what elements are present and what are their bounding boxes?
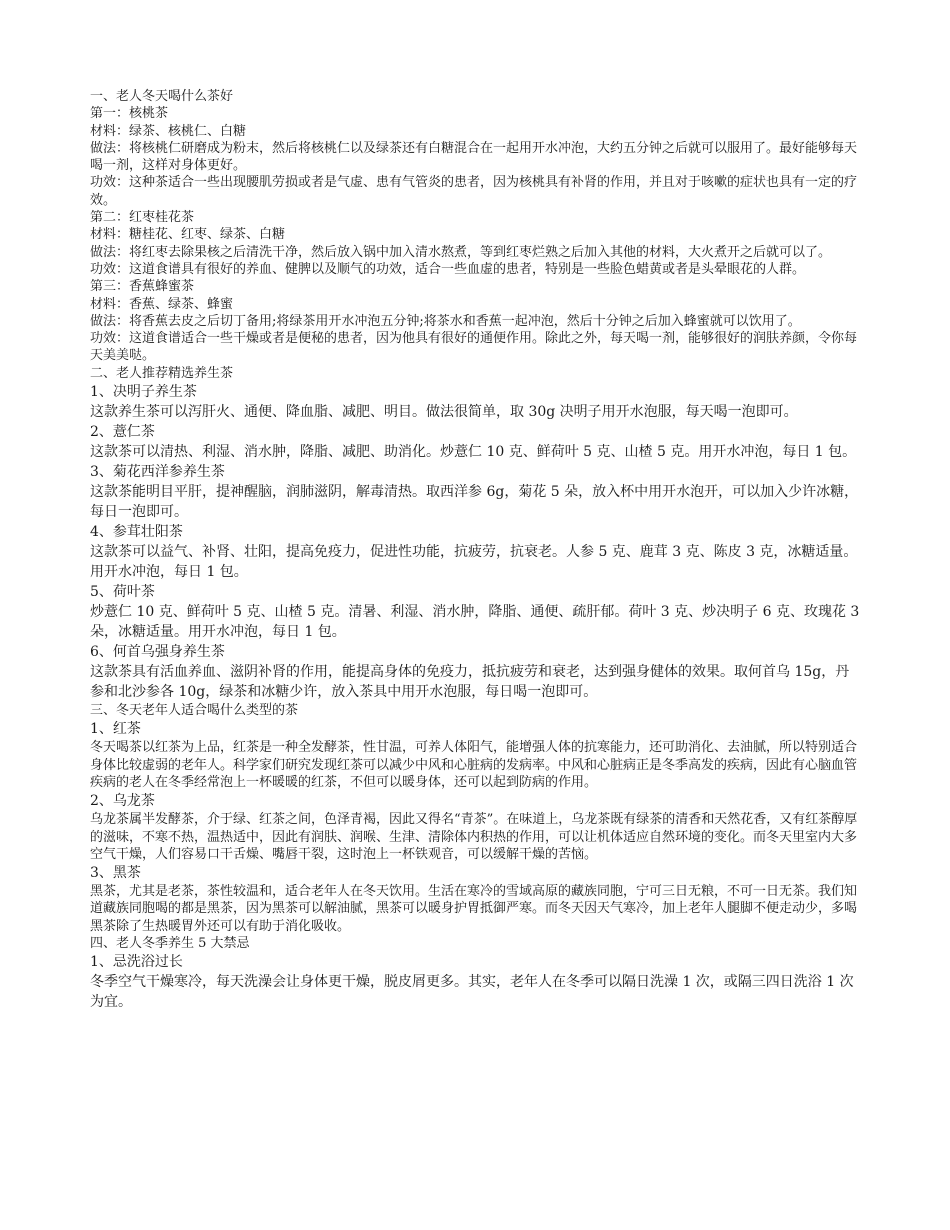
text-line: 5、荷叶茶	[90, 584, 155, 601]
text-line: 功效：这道食谱适合一些干燥或者是便秘的患者，因为他具有很好的通便作用。除此之外，每天喝一剂，能够很好的润肤养颜，令你每天美美哒。	[90, 331, 858, 364]
text-line: 这款茶能明目平肝，提神醒脑，润肺滋阴，解毒清热。取西洋参 6g，菊花 5 朵，放入杯中用开水泡开，可以加入少许冰糖，每日一泡即可。	[90, 484, 859, 521]
text-line: 第一：核桃茶	[90, 106, 169, 122]
text-line: 炒薏仁 10 克、鲜荷叶 5 克、山楂 5 克。清暑、利湿、消水肿，降脂、通便、疏肝郁。荷叶 3 克、炒决明子 6 克、玫瑰花 3 朵，冰糖适量。用开水冲泡，每日 1 包。	[90, 604, 860, 641]
text-line: 冬天喝茶以红茶为上品，红茶是一种全发酵茶，性甘温，可养人体阳气，能增强人体的抗寒能力，还可助消化、去油腻，所以特别适合身体比较虚弱的老年人。科学家们研究发现红茶可以减少中风和心脏病的发病率。中风和心脏病正是冬季高发的疾病，因此有心脑血管疾病的老人在冬季经常泡上一杯暖暖的红茶，不但可以暖身体，还可以起到防病的作用。	[90, 740, 858, 790]
text-line: 黑茶，尤其是老茶，茶性较温和，适合老年人在冬天饮用。生活在寒冷的雪域高原的藏族同胞，宁可三日无粮，不可一日无茶。我们知道藏族同胞喝的都是黑茶，因为黑茶可以解油腻，黑茶可以暖身护胃抵御严寒。而冬天因天气寒冷，加上老年人腿脚不便走动少，多喝黑茶除了生热暖胃外还可以有助于消化吸收。	[90, 884, 858, 934]
text-line: 1、忌洗浴过长	[90, 954, 183, 971]
text-line: 功效：这道食谱具有很好的养血、健脾以及顺气的功效，适合一些血虚的患者，特别是一些脸色蜡黄或者是头晕眼花的人群。	[90, 261, 806, 277]
text-line: 这款茶可以益气、补肾、壮阳，提高免疫力，促进性功能，抗疲劳，抗衰老。人参 5 克、鹿茸 3 克、陈皮 3 克，冰糖适量。用开水冲泡，每日 1 包。	[90, 544, 858, 581]
text-line: 做法：将香蕉去皮之后切丁备用;将绿茶用开水冲泡五分钟;将茶水和香蕉一起冲泡，然后十分钟之后加入蜂蜜就可以饮用了。	[90, 313, 801, 329]
text-line: 乌龙茶属半发酵茶，介于绿、红茶之间，色泽青褐，因此又得名“青茶”。在味道上，乌龙茶既有绿茶的清香和天然花香，又有红茶醇厚的滋味，不寒不热，温热适中，因此有润肤、润喉、生津、清除体内积热的作用，可以让机体适应自然环境的变化。而冬天里室内大多空气干燥，人们容易口干舌燥、嘴唇干裂，这时泡上一杯铁观音，可以缓解干燥的苦恼。	[90, 812, 858, 862]
text-line: 三、冬天老年人适合喝什么类型的茶	[90, 703, 299, 719]
text-line: 四、老人冬季养生 5 大禁忌	[90, 936, 250, 952]
text-line: 2、乌龙茶	[90, 793, 155, 810]
text-line: 做法：将红枣去除果核之后清洗干净，然后放入锅中加入清水熬煮，等到红枣烂熟之后加入其他的材料，大火煮开之后就可以了。	[90, 244, 832, 260]
text-line: 材料：香蕉、绿茶、蜂蜜	[90, 296, 234, 312]
text-line: 3、黑茶	[90, 865, 141, 882]
text-line: 二、老人推荐精选养生茶	[90, 365, 234, 381]
text-line: 材料：绿茶、核桃仁、白糖	[90, 123, 247, 139]
text-line: 6、何首乌强身养生茶	[90, 644, 225, 661]
text-line: 冬季空气干燥寒冷，每天洗澡会让身体更干燥，脱皮屑更多。其实，老年人在冬季可以隔日洗澡 1 次，或隔三四日洗浴 1 次为宜。	[90, 974, 854, 1011]
document-body	[90, 88, 862, 1012]
text-line: 1、红茶	[90, 721, 141, 738]
text-line: 这款茶可以清热、利湿、消水肿，降脂、减肥、助消化。炒薏仁 10 克、鲜荷叶 5 克、山楂 5 克。用开水冲泡，每日 1 包。	[90, 444, 857, 461]
text-line: 4、参茸壮阳茶	[90, 524, 183, 541]
text-line: 一、老人冬天喝什么茶好	[90, 89, 234, 104]
text-line: 2、薏仁茶	[90, 424, 155, 441]
text-line: 这款养生茶可以泻肝火、通便、降血脂、减肥、明目。做法很简单，取 30g 决明子用开水泡服，每天喝一泡即可。	[90, 404, 798, 421]
text-line: 第二：红枣桂花茶	[90, 210, 195, 226]
text-line: 做法：将核桃仁研磨成为粉末，然后将核桃仁以及绿茶还有白糖混合在一起用开水冲泡，大约五分钟之后就可以服用了。最好能够每天喝一剂，这样对身体更好。	[90, 140, 858, 174]
text-line: 功效：这种茶适合一些出现腰肌劳损或者是气虚、患有气管炎的患者，因为核桃具有补肾的作用，并且对于咳嗽的症状也具有一定的疗效。	[90, 175, 858, 208]
text-line: 材料：糖桂花、红枣、绿茶、白糖	[90, 227, 286, 243]
text-line: 这款茶具有活血养血、滋阴补肾的作用，能提高身体的免疫力，抵抗疲劳和衰老，达到强身健体的效果。取何首乌 15g，丹参和北沙参各 10g，绿茶和冰糖少许，放入茶具中用开水泡服，每日喝一泡即可。	[90, 664, 850, 701]
text-line: 1、决明子养生茶	[90, 384, 197, 401]
text-line: 3、菊花西洋参养生茶	[90, 464, 225, 481]
text-line: 第三：香蕉蜂蜜茶	[90, 279, 195, 295]
